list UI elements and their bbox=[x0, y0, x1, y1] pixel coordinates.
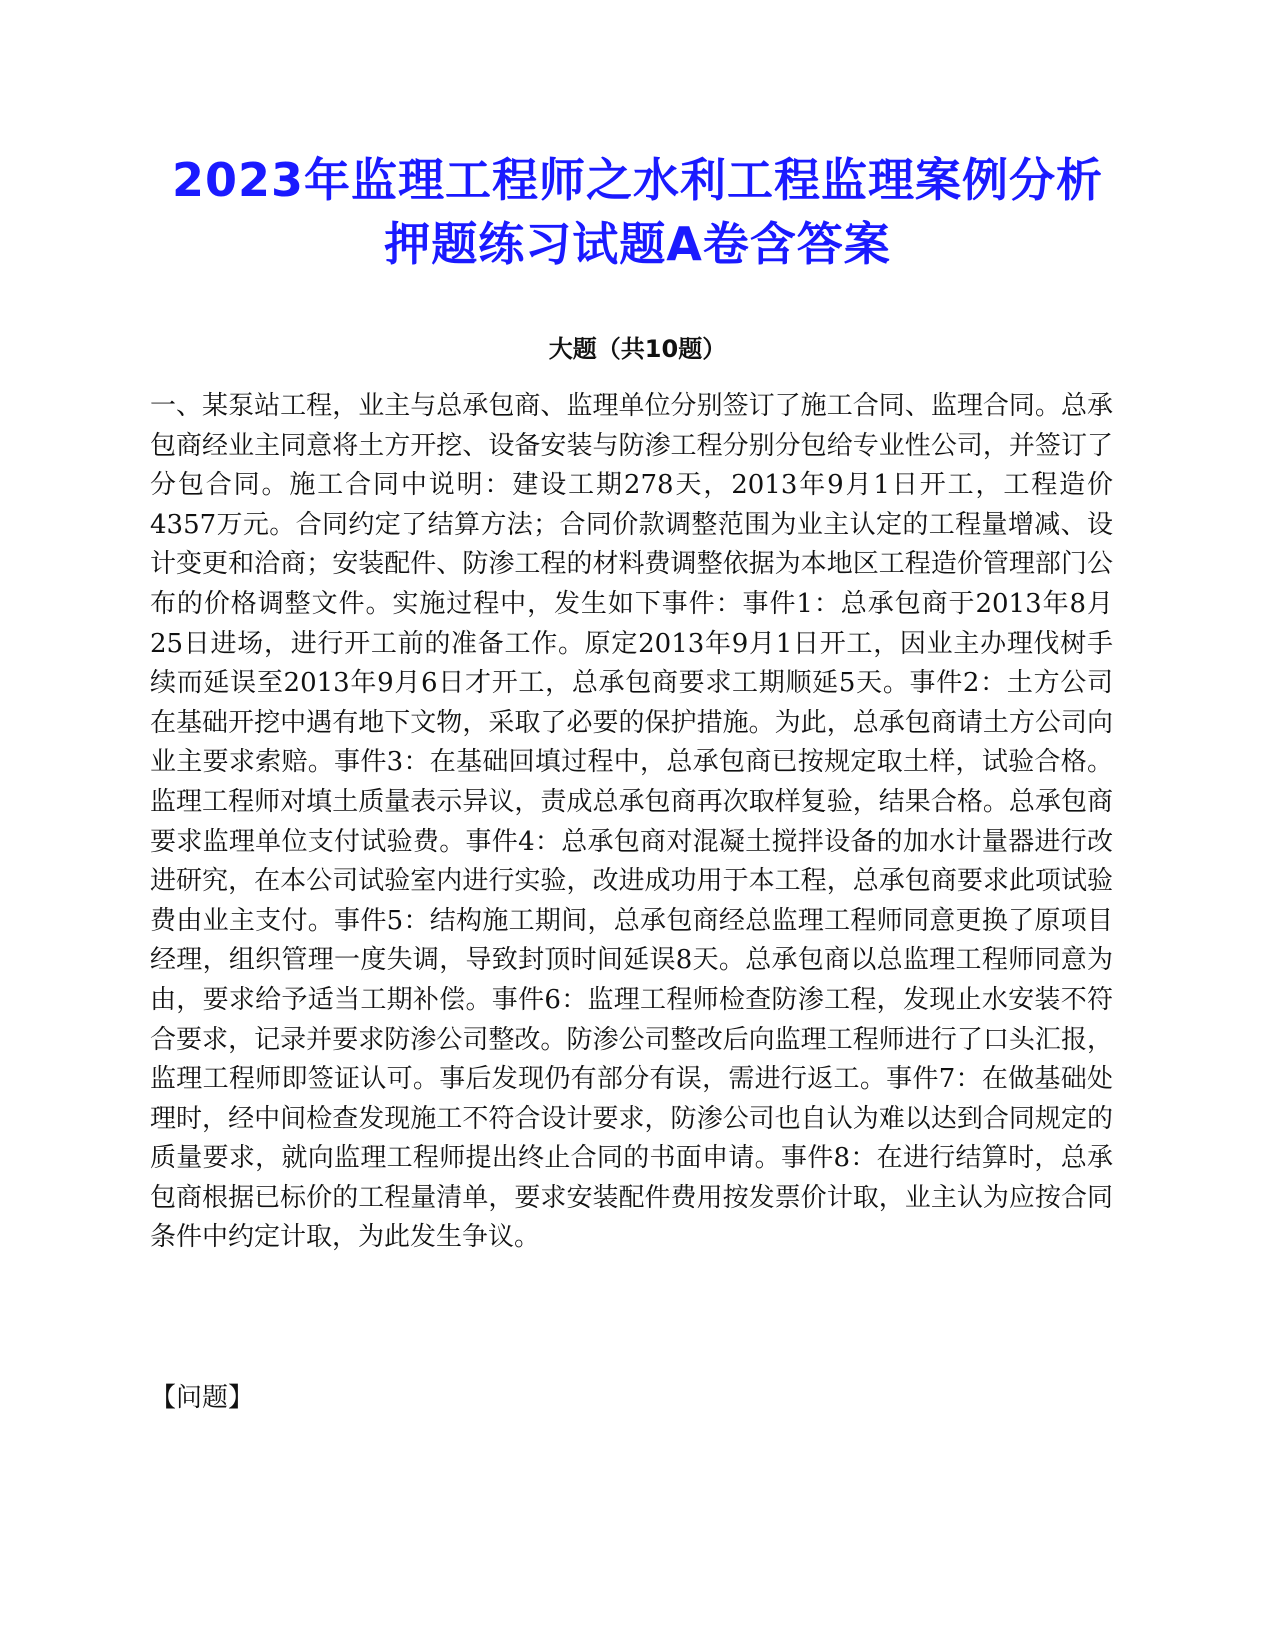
question-label: 【问题】 bbox=[150, 1383, 255, 1413]
question-paragraph: 一、某泵站工程，业主与总承包商、监理单位分别签订了施工合同、监理合同。总承包商经业主同意将土方开挖、设备安装与防渗工程分别分包给专业性公司，并签订了分包合同。施工合同中说明：建设工期278天，2013年9月1日开工，工程造价4357万元。合同约定了结算方法；合同价款调整范围为业主认定的工程量增减、设计变更和洽商；安装配件、防渗工程的材料费调整依据为本地区工程造价管理部门公布的价格调整文件。实施过程中，发生如下事件：事件1：总承包商于2013年8月25日进场，进行开工前的准备工作。原定2013年9月1日开工，因业主办理伐树手续而延误至2013年9月6日才开工，总承包商要求工期顺延5天。事件2：土方公司在基础开挖中遇有地下文物，采取了必要的保护措施。为此，总承包商请土方公司向业主要求索赔。事件3：在基础回填过程中，总承包商已按规定取土样，试验合格。监理工程师对填土质量表示异议，责成总承包商再次取样复验，结果合格。总承包商要求监理单位支付试验费。事件4：总承包商对混凝土搅拌设备的加水计量器进行改进研究，在本公司试验室内进行实验，改进成功用于本工程，总承包商要求此项试验费由业主支付。事件5：结构施工期间，总承包商经总监理工程师同意更换了原项目经理，组织管理一度失调，导致封顶时间延误8天。总承包商以总监理工程师同意为由，要求给予适当工期补偿。事件6：监理工程师检查防渗工程，发现止水安装不符合要求，记录并要求防渗公司整改。防渗公司整改后向监理工程师进行了口头汇报，监理工程师即签证认可。事后发现仍有部分有误，需进行返工。事件7：在做基础处理时，经中间检查发现施工不符合设计要求，防渗公司也自认为难以达到合同规定的质量要求，就向监理工程师提出终止合同的书面申请。事件8：在进行结算时，总承包商根据已标价的工程量清单，要求安装配件费用按发票价计取，业主认为应按合同条件中约定计取，为此发生争议。 bbox=[150, 391, 1113, 1253]
title-line-1: 2023年监理工程师之水利工程监理案例分析 bbox=[171, 153, 1104, 207]
document-title bbox=[120, 148, 1155, 276]
title-line-2: 押题练习试题A卷含答案 bbox=[384, 217, 891, 271]
section-heading: 大题（共10题） bbox=[548, 335, 727, 363]
